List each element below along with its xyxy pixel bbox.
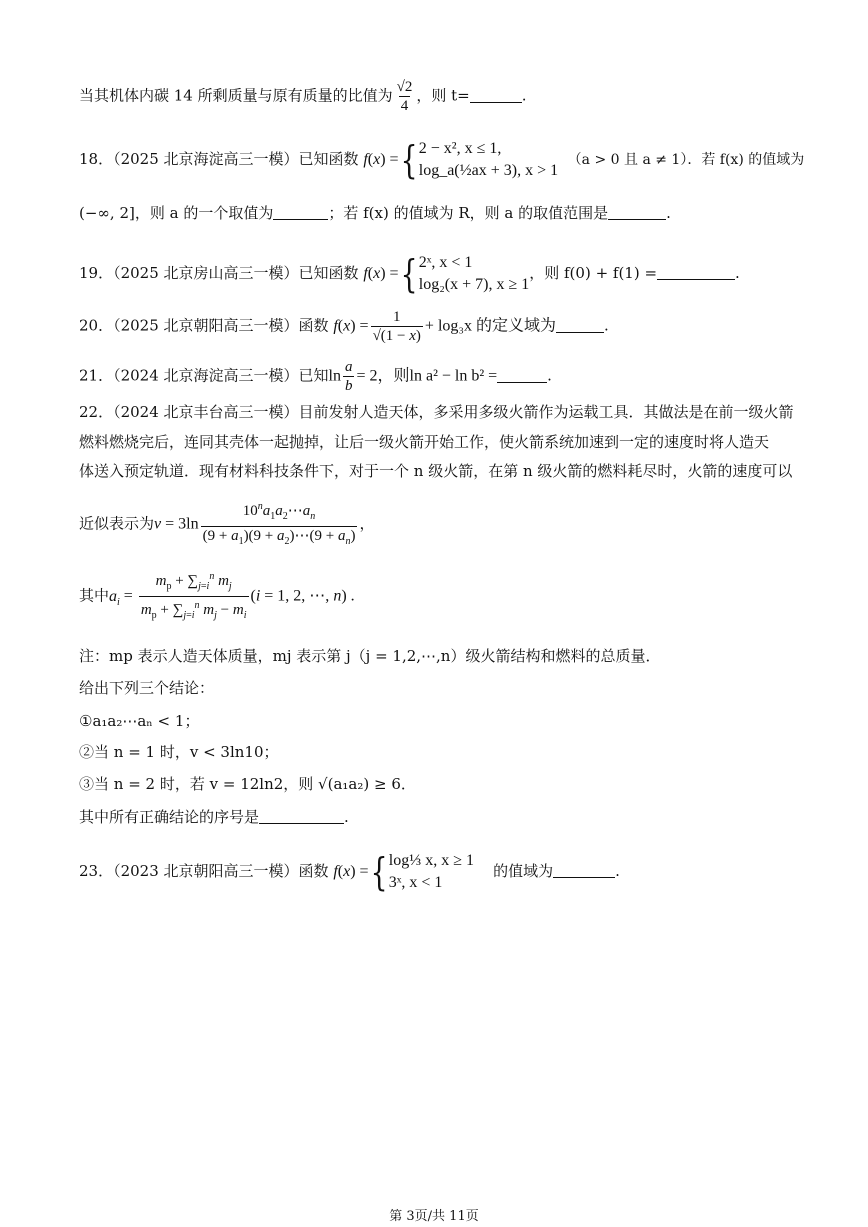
question-22-note: 注：mp 表示人造天体质量，mj 表示第 j（j = 1,2,⋯,n）级火箭结构和燃料的总质量．: [79, 647, 661, 665]
question-22-p2: 燃料燃烧完后，连同其壳体一起抛掉，让后一级火箭开始工作，使火箭系统加速到一定的速度时将人造天: [79, 433, 770, 451]
question-18-line2: (−∞, 2]，则 a 的一个取值为 ；若 f(x) 的值域为 R，则 a 的取值范围是 .: [79, 204, 671, 222]
conclusion-1: ①a₁a₂⋯aₙ < 1；: [79, 712, 200, 730]
question-22-p1: 22．（2024 北京丰台高三一模）目前发射人造天体，多采用多级火箭作为运载工具．其做法是在前一级火箭: [79, 403, 794, 421]
question-19: 19．（2025 北京房山高三一模）已知函数 f(x) ={ 2ˣ, x < 1 log₂(x + 7), x ≥ 1 ，则 f(0) + f(1) = .: [79, 252, 740, 296]
question-23: 23．（2023 北京朝阳高三一模）函数 f(x) ={ log⅓ x, x ≥ 1 3ˣ, x < 1 的值域为 .: [79, 850, 620, 894]
question-21: 21．（2024 北京海淀高三一模）已知ln $\frac{a}{b}$ = 2，则ln a² − ln b² = .: [79, 359, 552, 394]
intro-line: 当其机体内碳 14 所剩质量与原有质量的比值为 $\frac{√2}{4}$ ，则 t= .: [79, 79, 527, 114]
page-footer: 第 3页/共 11页: [389, 1209, 479, 1224]
question-22-given: 给出下列三个结论：: [79, 679, 215, 697]
conclusion-3: ③当 n = 2 时，若 v = 12ln2，则 √(a₁a₂) ≥ 6．: [79, 775, 416, 793]
conclusion-2: ②当 n = 1 时，v < 3ln10；: [79, 743, 279, 761]
question-22-p3: 体送入预定轨道．现有材料科技条件下，对于一个 n 级火箭，在第 n 级火箭的燃料耗尽时，火箭的速度可以: [79, 462, 793, 480]
question-22-velocity-formula: 近似表示为v = 3ln $\frac{10^na_1a_2\cdots a_n}{(9 + a_1)(9 + a_2)\cdots(9 + a_n)}$ ，: [79, 498, 374, 551]
question-22-ai-formula: 其中$a_i$ = $\frac{m_p + \sum_{j=i}^n m_j}{m_p + \sum_{j=i}^n m_j - m_i}$ (i = 1, 2, ⋯, n) .: [79, 568, 355, 625]
question-22-ask: 其中所有正确结论的序号是 .: [79, 808, 349, 826]
question-18: 18．（2025 北京海淀高三一模）已知函数 f(x) ={ 2 − x², x ≤ 1, log_a(½ax + 3), x > 1 （a > 0 且 a ≠ 1）．若 f(x) 的值域为: [79, 138, 805, 182]
question-20: 20．（2025 北京朝阳高三一模）函数 f(x) = $\frac{1}{√(1 - x)}$ + log₃x 的定义域为 .: [79, 309, 609, 344]
